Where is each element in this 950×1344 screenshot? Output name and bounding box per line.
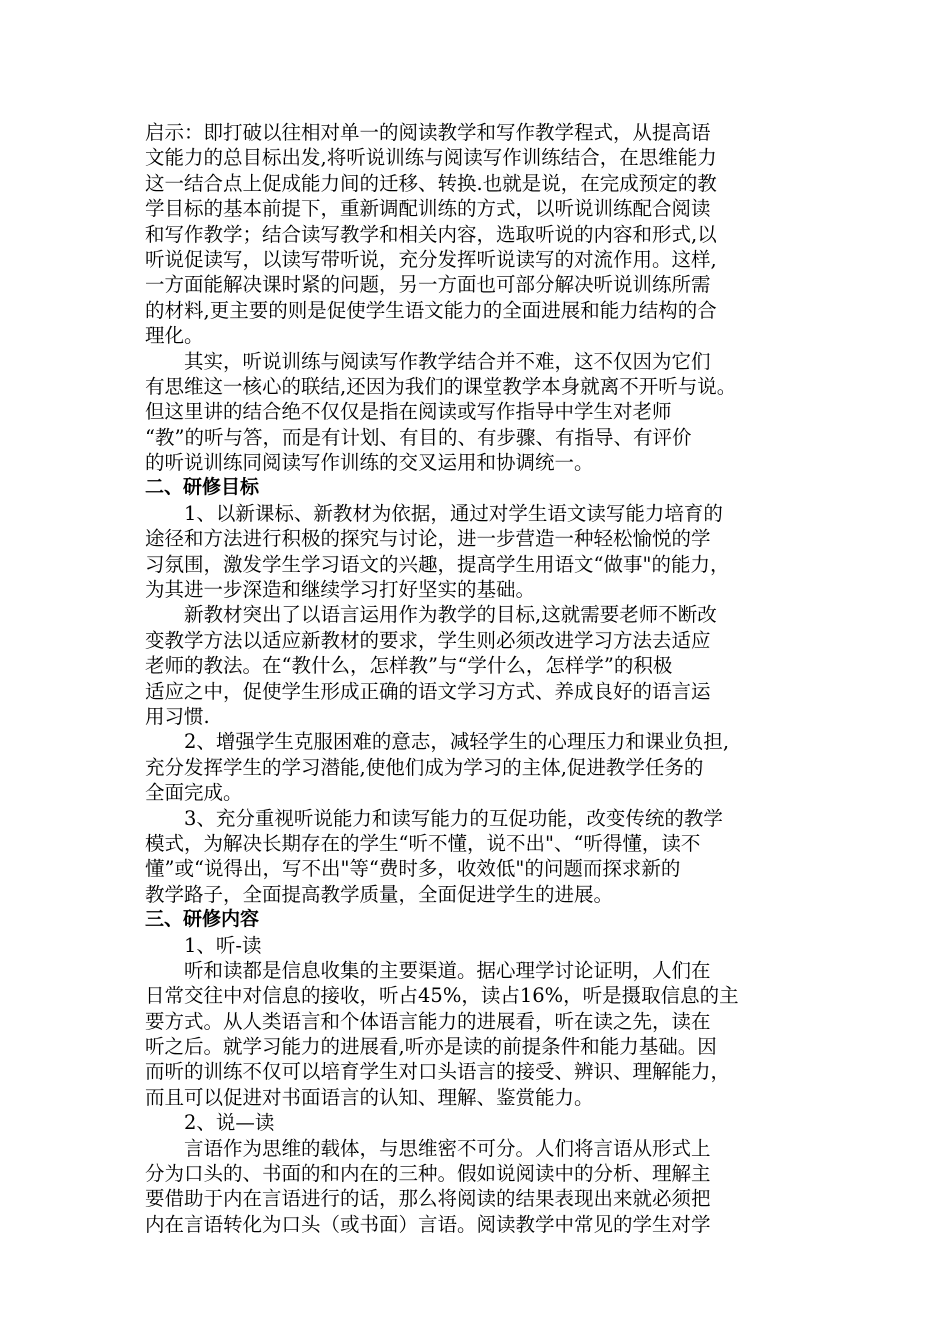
section-heading: 二、研修目标 [145, 476, 260, 499]
text-line: 途径和方法进行积极的探究与讨论，进一步营造一种轻松愉悦的学 [145, 527, 711, 551]
text-line: 懂”或“说得出，写不出"等“费时多，收效低"的问题而探求新的 [145, 857, 681, 881]
text-line: 其实，听说训练与阅读写作教学结合并不难，这不仅因为它们 [184, 349, 711, 373]
text-line: 听说促读写，以读写带听说，充分发挥听说读写的对流作用。这样, [145, 247, 717, 271]
document-page [145, 120, 815, 1237]
text-line: 全面完成。 [145, 781, 243, 805]
text-line: 日常交往中对信息的接收，听占45%，读占16%，听是摄取信息的主 [145, 984, 739, 1008]
text-line: 分为口头的、书面的和内在的三种。假如说阅读中的分析、理解主 [145, 1162, 711, 1186]
text-line: 文能力的总目标出发,将听说训练与阅读写作训练结合，在思维能力 [145, 146, 717, 170]
text-line: 模式，为解决长期存在的学生“听不懂，说不出"、“听得懂，读不 [145, 831, 701, 855]
text-line: 适应之中，促使学生形成正确的语文学习方式、养成良好的语言运 [145, 679, 711, 703]
text-line: 教学路子，全面提高教学质量，全面促进学生的进展。 [145, 882, 614, 906]
text-line: 新教材突出了以语言运用作为教学的目标,这就需要老师不断改 [184, 603, 717, 627]
text-line: 要借助于内在言语进行的话，那么将阅读的结果表现出来就必须把 [145, 1187, 711, 1211]
text-line: 而且可以促进对书面语言的认知、理解、鉴赏能力。 [145, 1085, 594, 1109]
section-heading: 三、研修内容 [145, 908, 260, 931]
text-line: 听和读都是信息收集的主要渠道。据心理学讨论证明，人们在 [184, 958, 711, 982]
text-line: 听之后。就学习能力的进展看,听亦是读的前提条件和能力基础。因 [145, 1035, 717, 1059]
text-line: 2、说—读 [184, 1111, 275, 1135]
text-line: 理化。 [145, 324, 204, 348]
text-line: 充分发挥学生的学习潜能,使他们成为学习的主体,促进教学任务的 [145, 755, 704, 779]
text-line: 一方面能解决课时紧的问题，另一方面也可部分解决听说训练所需 [145, 273, 711, 297]
text-line: 2、增强学生克服困难的意志，减轻学生的心理压力和课业负担, [184, 730, 730, 754]
text-line: 为其进一步深造和继续学习打好坚实的基础。 [145, 578, 536, 602]
text-line: 习氛围，激发学生学习语文的兴趣，提高学生用语文“做事"的能力， [145, 552, 730, 576]
text-line: 启示：即打破以往相对单一的阅读教学和写作教学程式，从提高语 [145, 121, 711, 144]
text-line: 3、充分重视听说能力和读写能力的互促功能，改变传统的教学 [184, 806, 723, 830]
text-line: 1、以新课标、新教材为依据，通过对学生语文读写能力培育的 [184, 501, 723, 525]
text-line: 的听说训练同阅读写作训练的交叉运用和协调统一。 [145, 451, 594, 475]
text-line: 有思维这一核心的联结,还因为我们的课堂教学本身就离不开听与说。 [145, 374, 737, 398]
text-line: 内在言语转化为口头（或书面）言语。阅读教学中常见的学生对学 [145, 1212, 711, 1236]
text-line: 言语作为思维的载体，与思维密不可分。人们将言语从形式上 [184, 1136, 711, 1160]
text-line: 和写作教学；结合读写教学和相关内容，选取听说的内容和形式,以 [145, 222, 717, 246]
text-line: 但这里讲的结合绝不仅仅是指在阅读或写作指导中学生对老师 [145, 400, 672, 424]
text-line: 学目标的基本前提下，重新调配训练的方式，以听说训练配合阅读 [145, 197, 711, 221]
text-line: 而听的训练不仅可以培育学生对口头语言的接受、辨识、理解能力， [145, 1060, 731, 1084]
text-line: 要方式。从人类语言和个体语言能力的进展看，听在读之先，读在 [145, 1009, 711, 1033]
text-line: 变教学方法以适应新教材的要求，学生则必须改进学习方法去适应 [145, 628, 711, 652]
text-line: 的材料,更主要的则是促使学生语文能力的全面进展和能力结构的合 [145, 298, 717, 322]
text-line: “教”的听与答，而是有计划、有目的、有步骤、有指导、有评价 [145, 425, 692, 449]
text-line: 1、听-读 [184, 933, 262, 957]
text-line: 老师的教法。在“教什么，怎样教”与“学什么，怎样学”的积极 [145, 654, 673, 678]
text-line: 这一结合点上促成能力间的迁移、转换.也就是说，在完成预定的教 [145, 171, 717, 195]
text-line: 用习惯. [145, 704, 210, 728]
